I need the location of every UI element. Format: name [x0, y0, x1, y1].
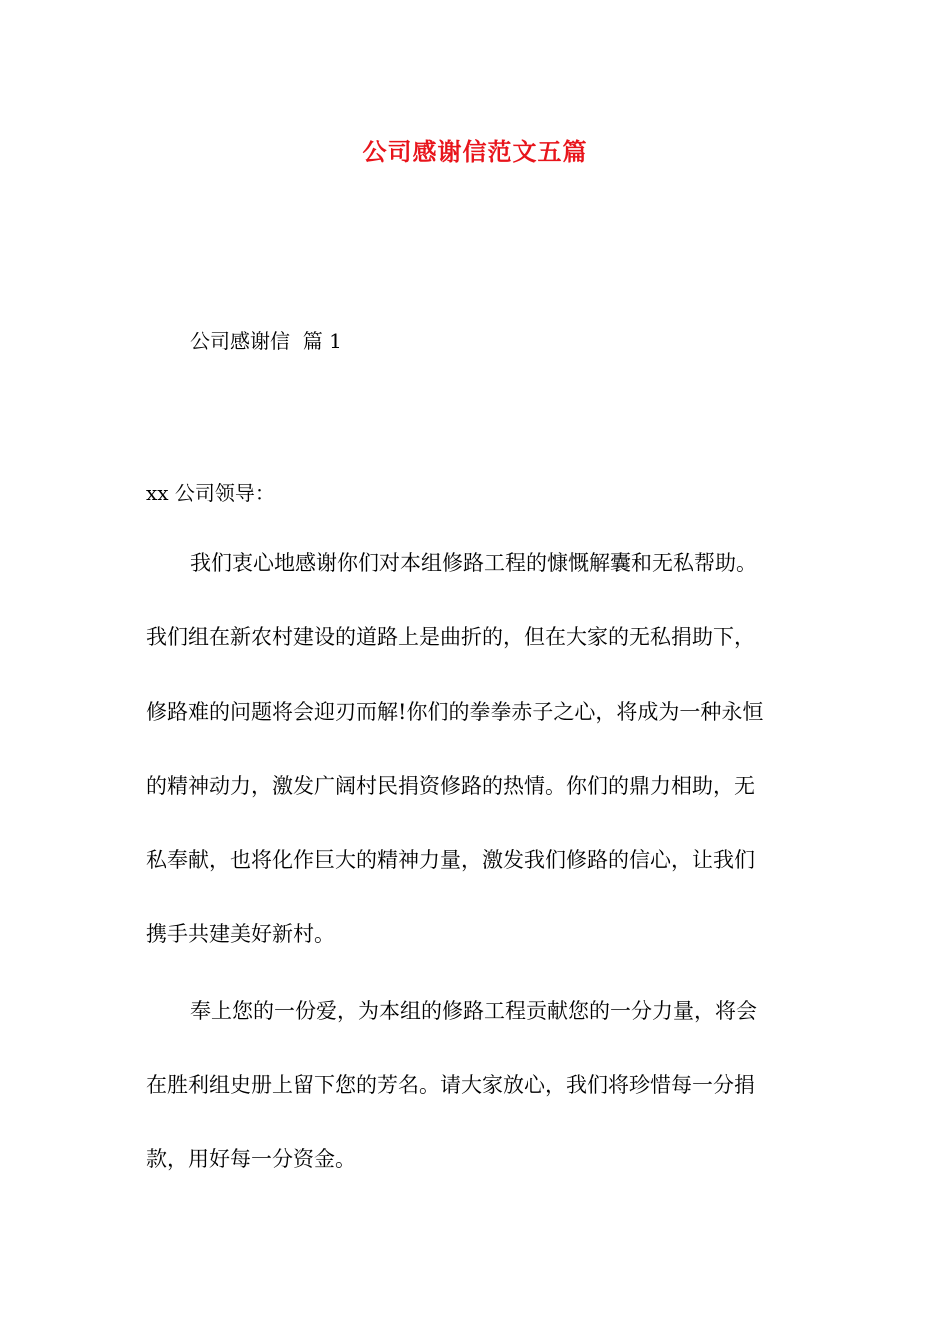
paragraph-1-line-1: 我们衷心地感谢你们对本组修路工程的慷慨解囊和无私帮助。	[190, 551, 757, 575]
paragraph-1-line-2: 我们组在新农村建设的道路上是曲折的，但在大家的无私捐助下，	[146, 625, 755, 649]
paragraph-2-line-2: 在胜利组史册上留下您的芳名。请大家放心，我们将珍惜每一分捐	[146, 1073, 755, 1097]
paragraph-1-line-4: 的精神动力，激发广阔村民捐资修路的热情。你们的鼎力相助，无	[146, 774, 755, 798]
salutation: xx 公司领导：	[146, 481, 275, 505]
paragraph-1-line-3: 修路难的问题将会迎刃而解!你们的拳拳赤子之心，将成为一种永恒	[146, 700, 764, 724]
paragraph-2-line-3: 款，用好每一分资金。	[146, 1147, 356, 1171]
paragraph-2-line-1: 奉上您的一份爱，为本组的修路工程贡献您的一分力量，将会	[190, 999, 757, 1023]
paragraph-1-line-5: 私奉献，也将化作巨大的精神力量，激发我们修路的信心，让我们	[146, 848, 755, 872]
section-heading: 公司感谢信 篇 1	[190, 329, 342, 353]
paragraph-1-line-6: 携手共建美好新村。	[146, 922, 335, 946]
document-title: 公司感谢信范文五篇	[362, 137, 588, 166]
